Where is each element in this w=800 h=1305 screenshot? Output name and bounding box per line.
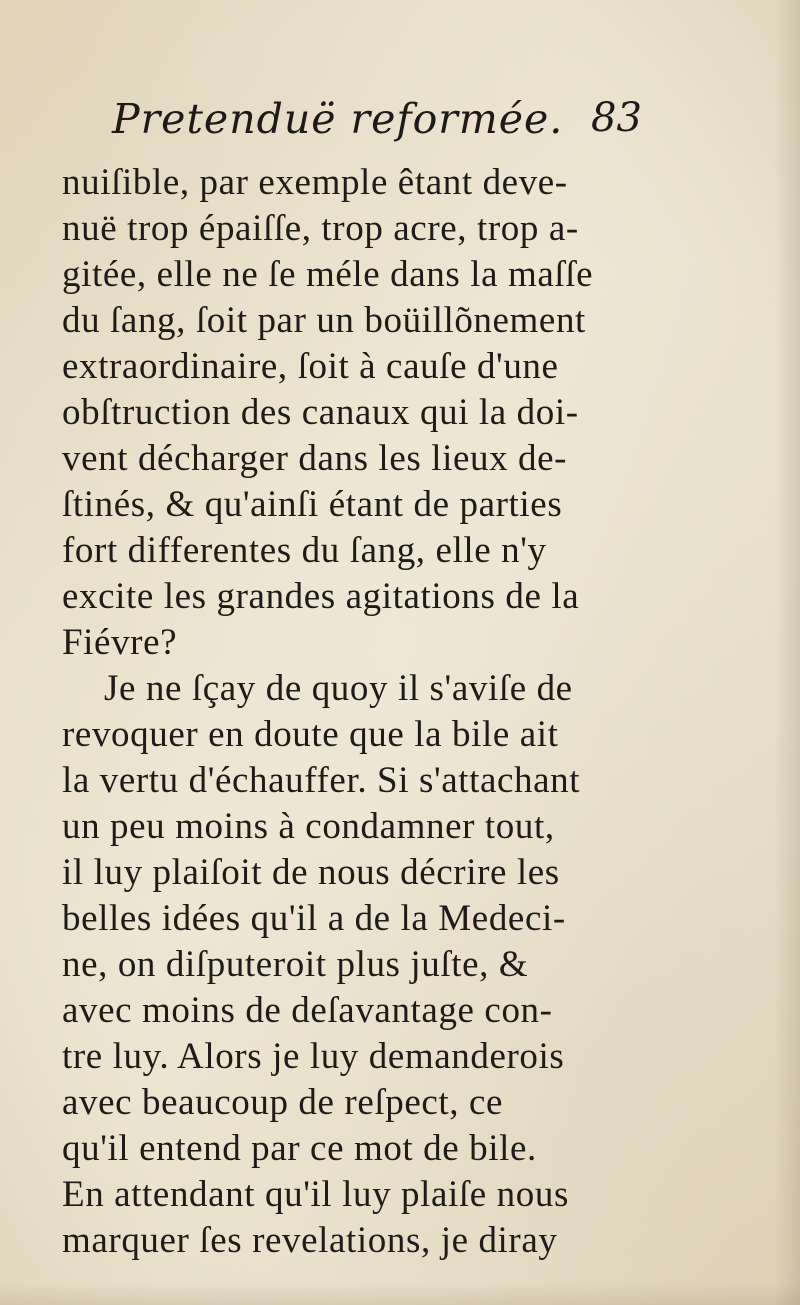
text-line: qu'il entend par ce mot de bile. <box>62 1128 537 1169</box>
text-line: gitée, elle ne ſe méle dans la maſſe <box>62 254 594 295</box>
text-line: fort differentes du ſang, elle n'y <box>62 530 547 571</box>
page-bottom-shadow <box>0 1283 800 1305</box>
text-line: il luy plaiſoit de nous décrire les <box>62 852 560 893</box>
text-line: tre luy. Alors je luy demanderois <box>62 1036 565 1077</box>
text-line: ne, on diſputeroit plus juſte, & <box>62 944 529 985</box>
text-line: avec moins de deſavantage con- <box>62 990 553 1031</box>
text-line: du ſang, ſoit par un boüillõnement <box>62 300 586 341</box>
text-line: la vertu d'échauffer. Si s'attachant <box>62 760 581 801</box>
text-line: ſtinés, & qu'ainſi étant de parties <box>62 484 563 525</box>
text-line: belles idées qu'il a de la Medeci- <box>62 898 566 939</box>
text-line: vent décharger dans les lieux de- <box>62 438 568 479</box>
text-line: nuiſible, par exemple êtant deve- <box>62 162 568 203</box>
page-number: 83 <box>591 95 642 141</box>
text-line: nuë trop épaiſſe, trop acre, trop a- <box>62 208 579 249</box>
text-line: un peu moins à condamner tout, <box>62 806 555 847</box>
text-line: avec beaucoup de reſpect, ce <box>62 1082 503 1123</box>
paragraph-start-line: Je ne ſçay de quoy il s'aviſe de <box>104 668 573 709</box>
text-line: extraordinaire, ſoit à cauſe d'une <box>62 346 559 387</box>
running-head <box>0 95 800 155</box>
text-line: excite les grandes agitations de la <box>62 576 580 617</box>
text-line: obſtruction des canaux qui la doi- <box>62 392 579 433</box>
body-text <box>62 160 662 1264</box>
text-line: En attendant qu'il luy plaiſe nous <box>62 1174 569 1215</box>
running-head-title: Pretenduë reformée. <box>112 95 564 143</box>
text-line: Fiévre? <box>62 622 178 663</box>
text-line: marquer ſes revelations, je diray <box>62 1220 558 1261</box>
page-edge-shadow <box>774 0 800 1305</box>
text-line: revoquer en doute que la bile ait <box>62 714 559 755</box>
